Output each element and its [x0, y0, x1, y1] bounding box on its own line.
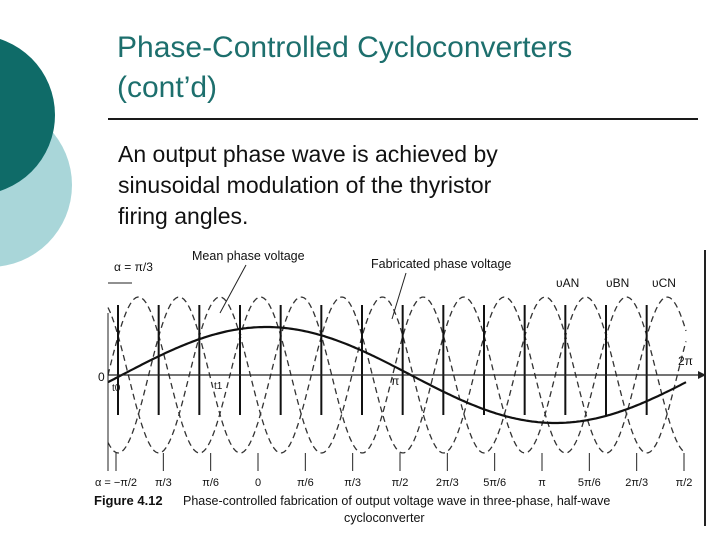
angle-label: π/6	[202, 477, 220, 489]
zero-label: 0	[98, 370, 105, 384]
angle-label: 5π/6	[577, 477, 601, 489]
alpha-top-label: α = π/3	[114, 260, 153, 274]
angle-label: α = −π/2	[94, 477, 138, 489]
mean-pointer	[220, 265, 246, 313]
angle-label: 5π/6	[483, 477, 507, 489]
angle-label: π/2	[391, 477, 409, 489]
vcn-label: υCN	[652, 276, 676, 290]
fabricated-phase-voltage-label: Fabricated phase voltage	[371, 257, 512, 271]
figure-caption-line-1: Phase-controlled fabrication of output voltage wave in three-phase, half-wave	[183, 494, 611, 508]
two-pi-label: 2π	[678, 354, 693, 368]
title-divider	[108, 118, 698, 120]
angle-label: 2π/3	[435, 477, 459, 489]
pi-axis-label: π	[391, 374, 400, 388]
mean-phase-voltage-label: Mean phase voltage	[192, 249, 305, 263]
slide-edge-line	[704, 250, 706, 526]
body-line-3: firing angles.	[118, 203, 249, 229]
angle-label: π/6	[296, 477, 314, 489]
angle-label: 2π/3	[625, 477, 649, 489]
angle-label: π/2	[675, 477, 693, 489]
figure-caption-label: Figure 4.12	[94, 493, 163, 508]
angle-label: π/3	[344, 477, 362, 489]
vbn-label: υBN	[606, 276, 630, 290]
body-line-1: An output phase wave is achieved by	[118, 141, 498, 167]
angle-row	[95, 453, 692, 489]
t0-label: t0	[112, 383, 121, 394]
angle-label: π/3	[154, 477, 172, 489]
slide-title-line-1: Phase-Controlled Cycloconverters	[117, 31, 573, 64]
angle-label: π	[538, 477, 546, 489]
slide-body	[118, 139, 678, 232]
figure-caption-line-2: cycloconverter	[344, 511, 425, 525]
body-line-2: sinusoidal modulation of the thyristor	[118, 172, 492, 198]
van-label: υAN	[556, 276, 580, 290]
cycloconverter-figure	[86, 243, 720, 540]
fabricated-pointer	[392, 273, 406, 319]
angle-label: 0	[254, 477, 262, 489]
t1-label: t1	[214, 381, 223, 392]
slide-title	[117, 28, 697, 108]
slide-title-line-2: (cont’d)	[117, 71, 218, 104]
